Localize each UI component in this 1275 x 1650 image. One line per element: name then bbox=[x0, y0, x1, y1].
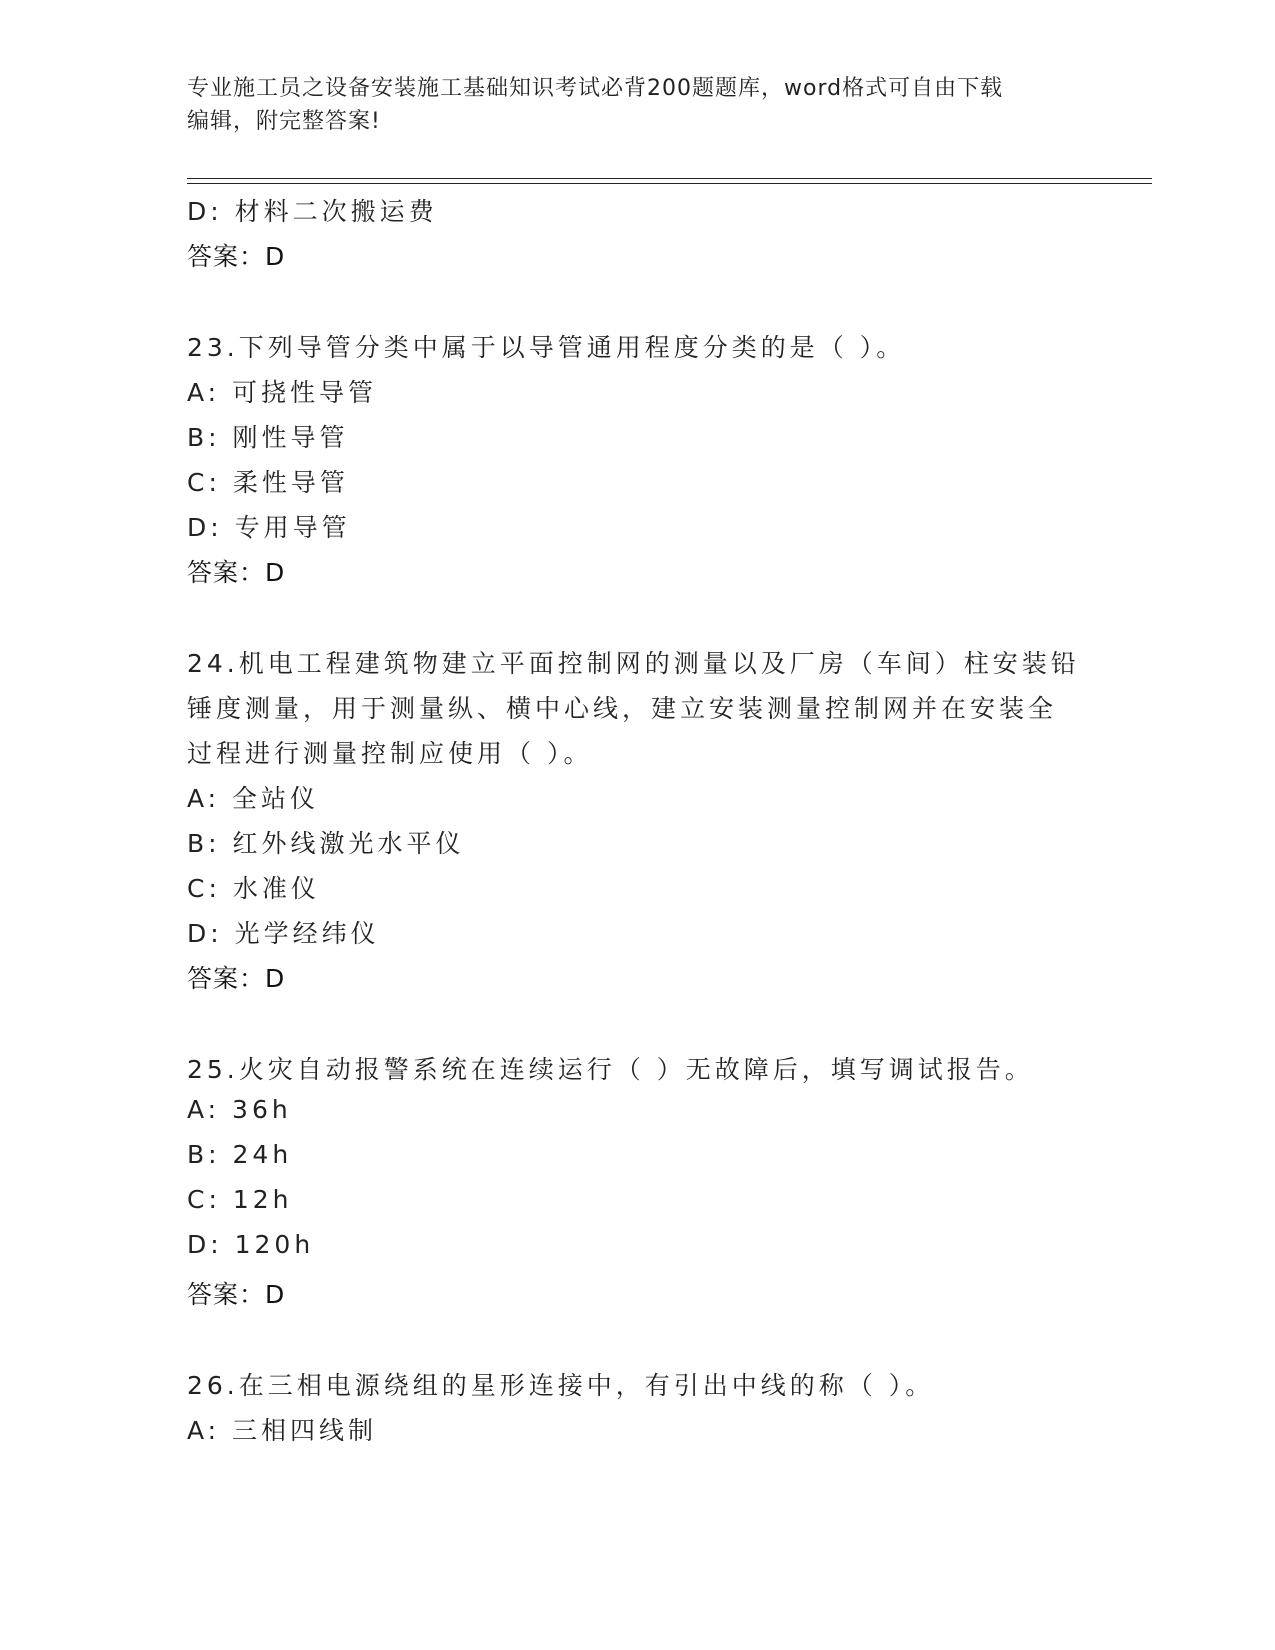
option-line: A: 全站仪 bbox=[187, 784, 320, 813]
question-line: 25.火灾自动报警系统在连续运行（ ）无故障后，填写调试报告。 bbox=[187, 1055, 1034, 1084]
question-line: 24.机电工程建筑物建立平面控制网的测量以及厂房（车间）柱安装铅 bbox=[187, 649, 1080, 678]
option-line: D: 光学经纬仪 bbox=[187, 919, 380, 948]
answer-line: 答案：D bbox=[187, 242, 286, 271]
option-line: D: 120h bbox=[187, 1230, 315, 1259]
document-header bbox=[187, 72, 1087, 138]
option-line: A: 36h bbox=[187, 1095, 292, 1124]
question-line: 过程进行测量控制应使用（ ）。 bbox=[187, 739, 593, 768]
option-line: C: 水准仪 bbox=[187, 874, 320, 903]
option-line: A: 三相四线制 bbox=[187, 1416, 378, 1445]
header-divider-bottom bbox=[187, 183, 1152, 184]
option-line: B: 24h bbox=[187, 1140, 293, 1169]
option-line: C: 柔性导管 bbox=[187, 468, 349, 497]
question-line: 26.在三相电源绕组的星形连接中，有引出中线的称（ ）。 bbox=[187, 1371, 935, 1400]
header-title-line-2: 编辑，附完整答案! bbox=[187, 109, 381, 134]
answer-line: 答案：D bbox=[187, 1280, 286, 1309]
header-divider-top bbox=[187, 178, 1152, 179]
option-line: A: 可挠性导管 bbox=[187, 378, 378, 407]
header-title-line-1: 专业施工员之设备安装施工基础知识考试必背200题题库，word格式可自由下载 bbox=[187, 76, 1004, 101]
answer-line: 答案：D bbox=[187, 558, 286, 587]
option-line: D: 专用导管 bbox=[187, 513, 351, 542]
option-line: B: 刚性导管 bbox=[187, 423, 349, 452]
question-line: 23.下列导管分类中属于以导管通用程度分类的是（ ）。 bbox=[187, 333, 906, 362]
question-line: 锤度测量，用于测量纵、横中心线，建立安装测量控制网并在安装全 bbox=[187, 694, 1058, 723]
option-line: D: 材料二次搬运费 bbox=[187, 197, 438, 226]
answer-line: 答案：D bbox=[187, 964, 286, 993]
option-line: C: 12h bbox=[187, 1185, 293, 1214]
option-line: B: 红外线激光水平仪 bbox=[187, 829, 465, 858]
